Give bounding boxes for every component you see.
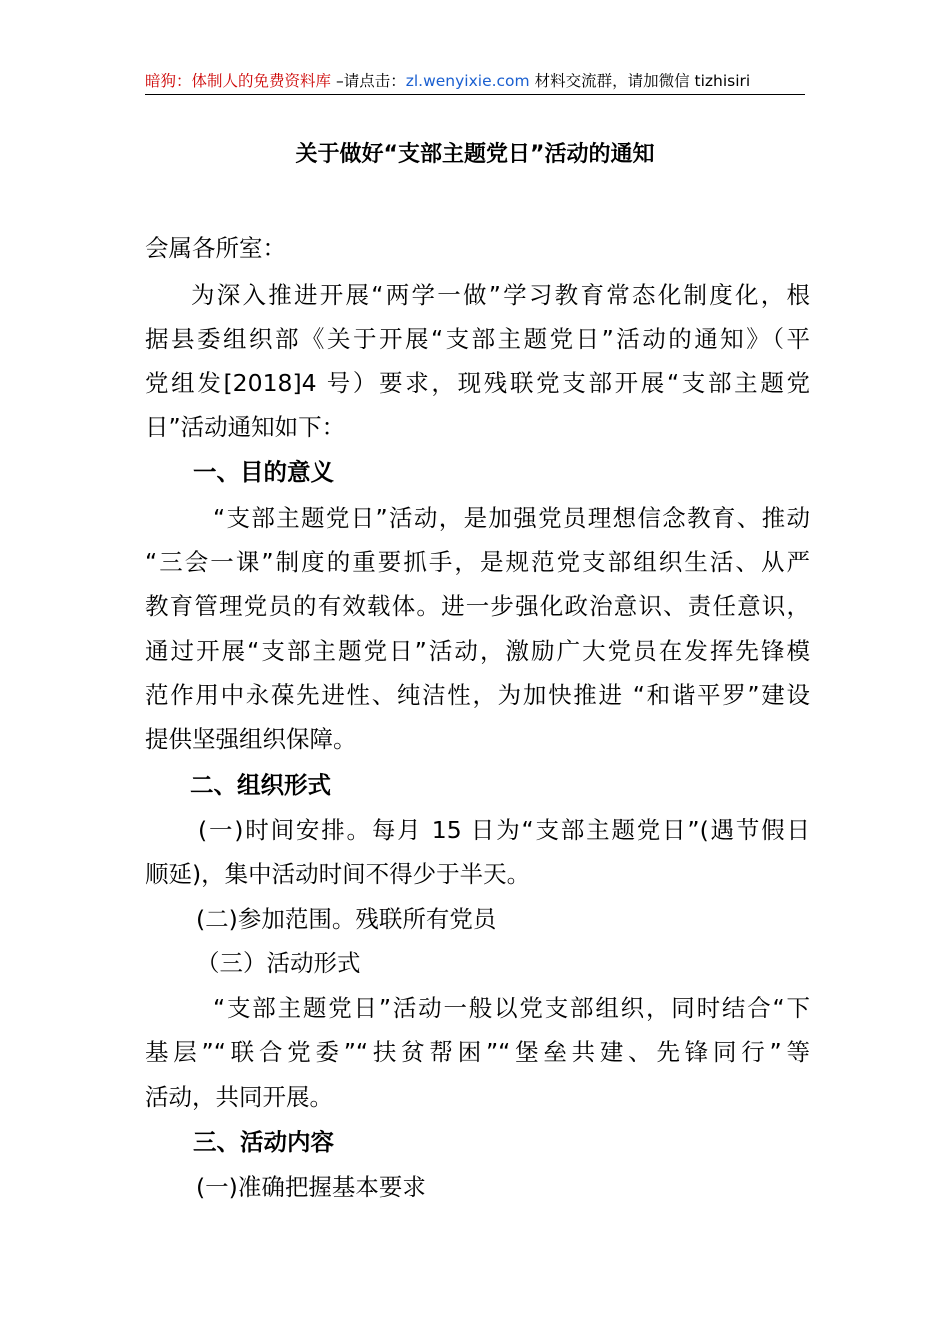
paragraph-line: 教育管理党员的有效载体。进一步强化政治意识、责任意识， [145, 592, 810, 620]
section-heading-2: 二、组织形式 [190, 771, 331, 799]
header-wechat-note: 材料交流群，请加微信 tizhisiri [529, 72, 751, 90]
paragraph-line: 日”活动通知如下： [145, 413, 346, 441]
salutation: 会属各所室： [145, 234, 286, 262]
paragraph-line: 顺延)，集中活动时间不得少于半天。 [145, 860, 531, 888]
paragraph-line: 据县委组织部《关于开展“支部主题党日”活动的通知》（平 [145, 325, 810, 353]
paragraph-line: 党组发[2018]4 号）要求，现残联党支部开展“支部主题党 [145, 369, 810, 397]
header-click-prompt: –请点击： [331, 72, 406, 90]
paragraph-line: 为深入推进开展“两学一做”学习教育常态化制度化，根 [191, 281, 810, 309]
section-heading-3: 三、活动内容 [193, 1128, 334, 1156]
paragraph-line: 通过开展“支部主题党日”活动，激励广大党员在发挥先锋模 [145, 637, 810, 665]
subsection-heading: (一)准确把握基本要求 [196, 1173, 426, 1201]
paragraph-line: (一)时间安排。每月 15 日为“支部主题党日”(遇节假日 [198, 816, 810, 844]
paragraph-line: “支部主题党日”活动，是加强党员理想信念教育、推动 [213, 504, 810, 532]
paragraph-line: “支部主题党日”活动一般以党支部组织，同时结合“下 [213, 994, 810, 1022]
paragraph-line: 提供坚强组织保障。 [145, 725, 357, 753]
subsection-heading: （三）活动形式 [196, 949, 361, 977]
paragraph-line: 活动，共同开展。 [145, 1083, 333, 1111]
header-site-name: 暗狗：体制人的免费资料库 [145, 72, 332, 90]
paragraph-line: 基层”“联合党委”“扶贫帮困”“堡垒共建、先锋同行”等 [145, 1038, 810, 1066]
paragraph-line: “三会一课”制度的重要抓手，是规范党支部组织生活、从严 [145, 548, 810, 576]
header-banner [145, 70, 805, 92]
section-heading-1: 一、目的意义 [193, 458, 334, 486]
header-divider [145, 94, 805, 95]
paragraph-line: 范作用中永葆先进性、纯洁性，为加快推进 “和谐平罗”建设 [145, 681, 810, 709]
paragraph-line: (二)参加范围。残联所有党员 [196, 905, 497, 933]
document-title: 关于做好“支部主题党日”活动的通知 [295, 142, 655, 167]
header-link[interactable]: zl.wenyixie.com [405, 72, 530, 90]
